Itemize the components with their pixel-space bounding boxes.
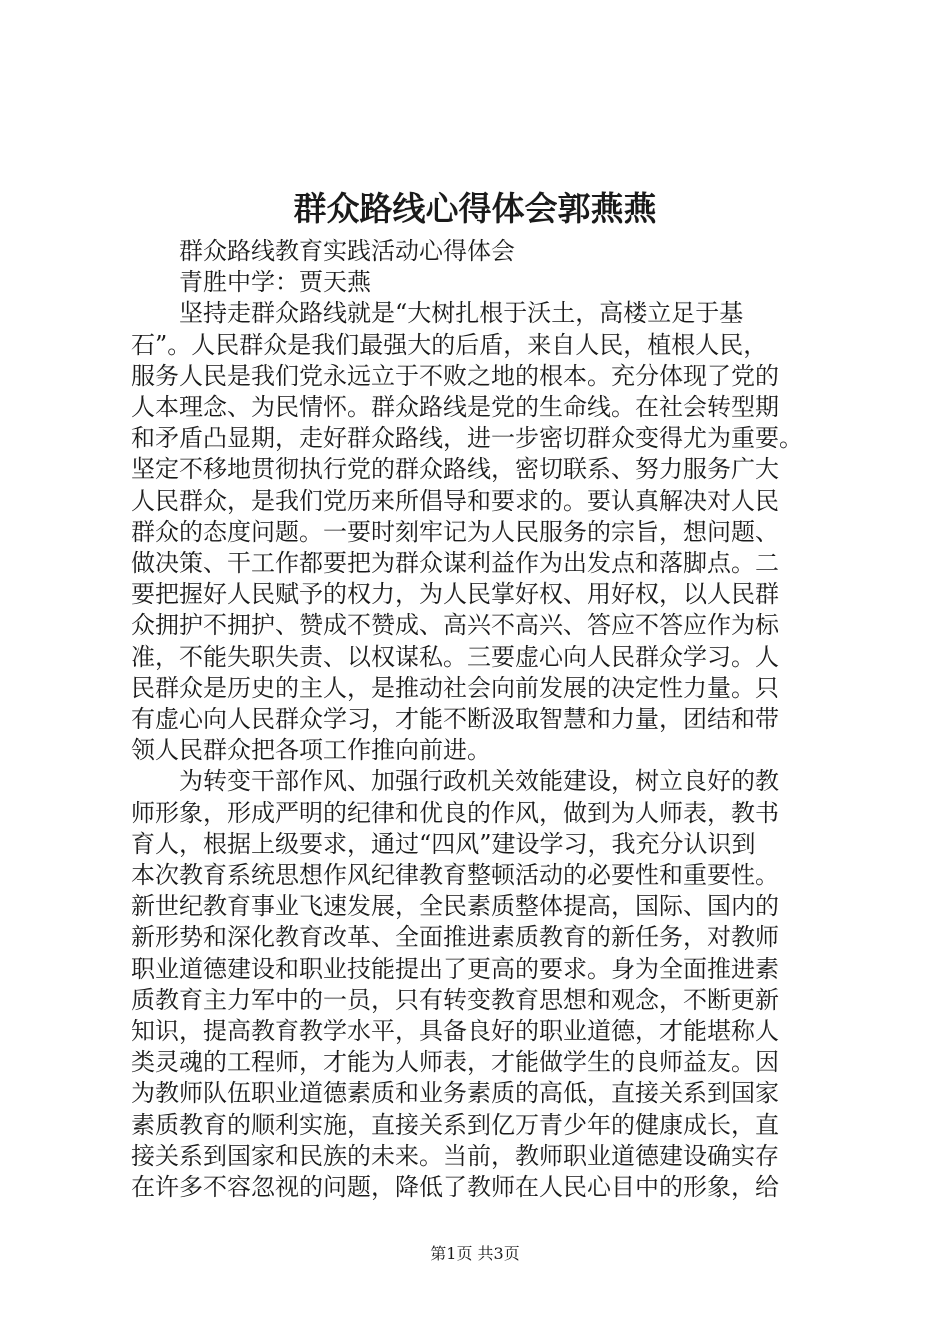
- body-line: 要把握好人民赋予的权力，为人民掌好权、用好权，以人民群: [131, 580, 779, 609]
- body-line: 有虚心向人民群众学习，才能不断汲取智慧和力量，团结和带: [131, 705, 779, 734]
- body-line: 育人，根据上级要求，通过“四风”建设学习，我充分认识到: [131, 829, 756, 858]
- body-line: 人民群众，是我们党历来所倡导和要求的。要认真解决对人民: [131, 486, 779, 515]
- body-line: 在许多不容忽视的问题，降低了教师在人民心目中的形象，给: [131, 1173, 779, 1202]
- body-line: 坚定不移地贯彻执行党的群众路线，密切联系、努力服务广大: [131, 455, 779, 484]
- body-line: 师形象，形成严明的纪律和优良的作风，做到为人师表，教书: [131, 798, 779, 827]
- body-line: 质教育主力军中的一员，只有转变教育思想和观念，不断更新: [131, 985, 779, 1014]
- document-title: 群众路线心得体会郭燕燕: [293, 189, 657, 228]
- body-line: 和矛盾凸显期，走好群众路线，进一步密切群众变得尤为重要。: [131, 424, 803, 453]
- body-line: 民群众是历史的主人，是推动社会向前发展的决定性力量。只: [131, 673, 779, 702]
- body-line: 为转变干部作风、加强行政机关效能建设，树立良好的教: [179, 767, 779, 796]
- body-line: 为教师队伍职业道德素质和业务素质的高低，直接关系到国家: [131, 1079, 779, 1108]
- body-line: 群众的态度问题。一要时刻牢记为人民服务的宗旨，想问题、: [131, 517, 779, 546]
- body-line: 素质教育的顺利实施，直接关系到亿万青少年的健康成长，直: [131, 1110, 779, 1139]
- document-body: [131, 236, 831, 1203]
- body-line: 新世纪教育事业飞速发展，全民素质整体提高，国际、国内的: [131, 892, 779, 921]
- body-line: 接关系到国家和民族的未来。当前，教师职业道德建设确实存: [131, 1141, 779, 1170]
- body-line: 做决策、干工作都要把为群众谋利益作为出发点和落脚点。二: [131, 549, 779, 578]
- body-line: 群众路线教育实践活动心得体会: [179, 237, 515, 265]
- body-line: 准，不能失职失责、以权谋私。三要虚心向人民群众学习。人: [131, 642, 779, 671]
- page-indicator: 第1页 共3页: [430, 1244, 520, 1263]
- body-line: 坚持走群众路线就是“大树扎根于沃土，高楼立足于基: [179, 299, 744, 328]
- body-line: 服务人民是我们党永远立于不败之地的根本。充分体现了党的: [131, 361, 779, 390]
- body-line: 知识，提高教育教学水平，具备良好的职业道德，才能堪称人: [131, 1017, 779, 1046]
- body-line: 本次教育系统思想作风纪律教育整顿活动的必要性和重要性。: [131, 861, 779, 890]
- body-line: 青胜中学：贾天燕: [179, 268, 371, 297]
- body-line: 职业道德建设和职业技能提出了更高的要求。身为全面推进素: [131, 954, 779, 983]
- body-line: 人本理念、为民情怀。群众路线是党的生命线。在社会转型期: [131, 393, 779, 422]
- body-line: 石”。人民群众是我们最强大的后盾，来自人民，植根人民，: [131, 330, 768, 359]
- body-line: 众拥护不拥护、赞成不赞成、高兴不高兴、答应不答应作为标: [131, 611, 779, 640]
- body-line: 领人民群众把各项工作推向前进。: [131, 736, 491, 765]
- body-line: 类灵魂的工程师，才能为人师表，才能做学生的良师益友。因: [131, 1048, 779, 1077]
- body-line: 新形势和深化教育改革、全面推进素质教育的新任务，对教师: [131, 923, 779, 952]
